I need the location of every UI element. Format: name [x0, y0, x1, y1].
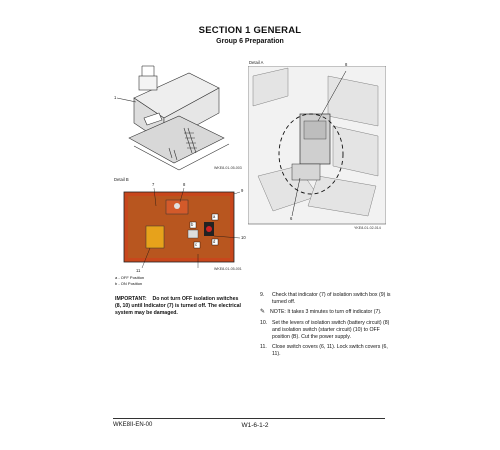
- excavator-drawing: [114, 58, 244, 176]
- pencil-icon: ✎: [260, 309, 266, 315]
- detail-b-photo: [114, 184, 249, 276]
- figure-code: WKE8-01-05-001: [214, 267, 242, 271]
- callout-b1: b: [191, 222, 194, 227]
- step-item: 11. Close switch covers (6, 11). Lock switch covers (6, 11).: [260, 344, 388, 357]
- callout-c: c: [195, 242, 198, 247]
- excavator-figure: [114, 58, 244, 176]
- callout-6: 6: [290, 216, 293, 221]
- detail-b-label: Detail B: [114, 177, 129, 182]
- document-code: WKE8II-EN-00: [113, 422, 153, 428]
- position-legend: [115, 275, 144, 287]
- procedure-steps: [260, 292, 395, 361]
- step-item: 9. Check that indicator (7) of isolation switch box (9) is turned off.: [260, 292, 391, 305]
- callout-8: 8: [345, 62, 348, 67]
- step-item: 10. Set the levers of isolation switch (battery circuit) (8) and isolation switch (starter circuit) (10) to OFF position (B). Cut the power supply.: [260, 320, 390, 340]
- section-title: SECTION 1 GENERAL: [198, 25, 302, 36]
- callout-8: 8: [183, 182, 186, 187]
- legend-off: a - OFF Position: [115, 275, 145, 280]
- detail-b-figure: [114, 184, 249, 276]
- footer-divider: [113, 418, 385, 419]
- detail-a-drawing: [248, 66, 386, 232]
- callout-a1: a: [213, 214, 216, 219]
- legend-on: b - ON Position: [115, 281, 143, 286]
- figure-code: WKE8-01-05-003: [214, 166, 242, 170]
- callout-10: 10: [241, 235, 246, 240]
- important-notice: [115, 296, 245, 317]
- detail-a-label: Detail A: [249, 60, 264, 65]
- group-subtitle: Group 6 Preparation: [216, 38, 284, 45]
- callout-d: d: [213, 239, 216, 244]
- callout-7: 7: [152, 182, 155, 187]
- important-label: IMPORTANT:: [115, 296, 147, 302]
- callout-9: 9: [241, 188, 244, 193]
- important-text: Do not turn OFF isolation switches (8, 10) until Indicator (7) is turned off. The electrical system may be damaged.: [115, 296, 241, 316]
- figure-code: YKE8-01-02-014: [354, 226, 381, 230]
- page-number: W1-6-1-2: [241, 422, 269, 429]
- callout-1: 1: [114, 95, 117, 100]
- callout-11: 11: [136, 268, 141, 273]
- note: ✎ NOTE: It takes 3 minutes to turn off indicator (7).: [260, 309, 382, 315]
